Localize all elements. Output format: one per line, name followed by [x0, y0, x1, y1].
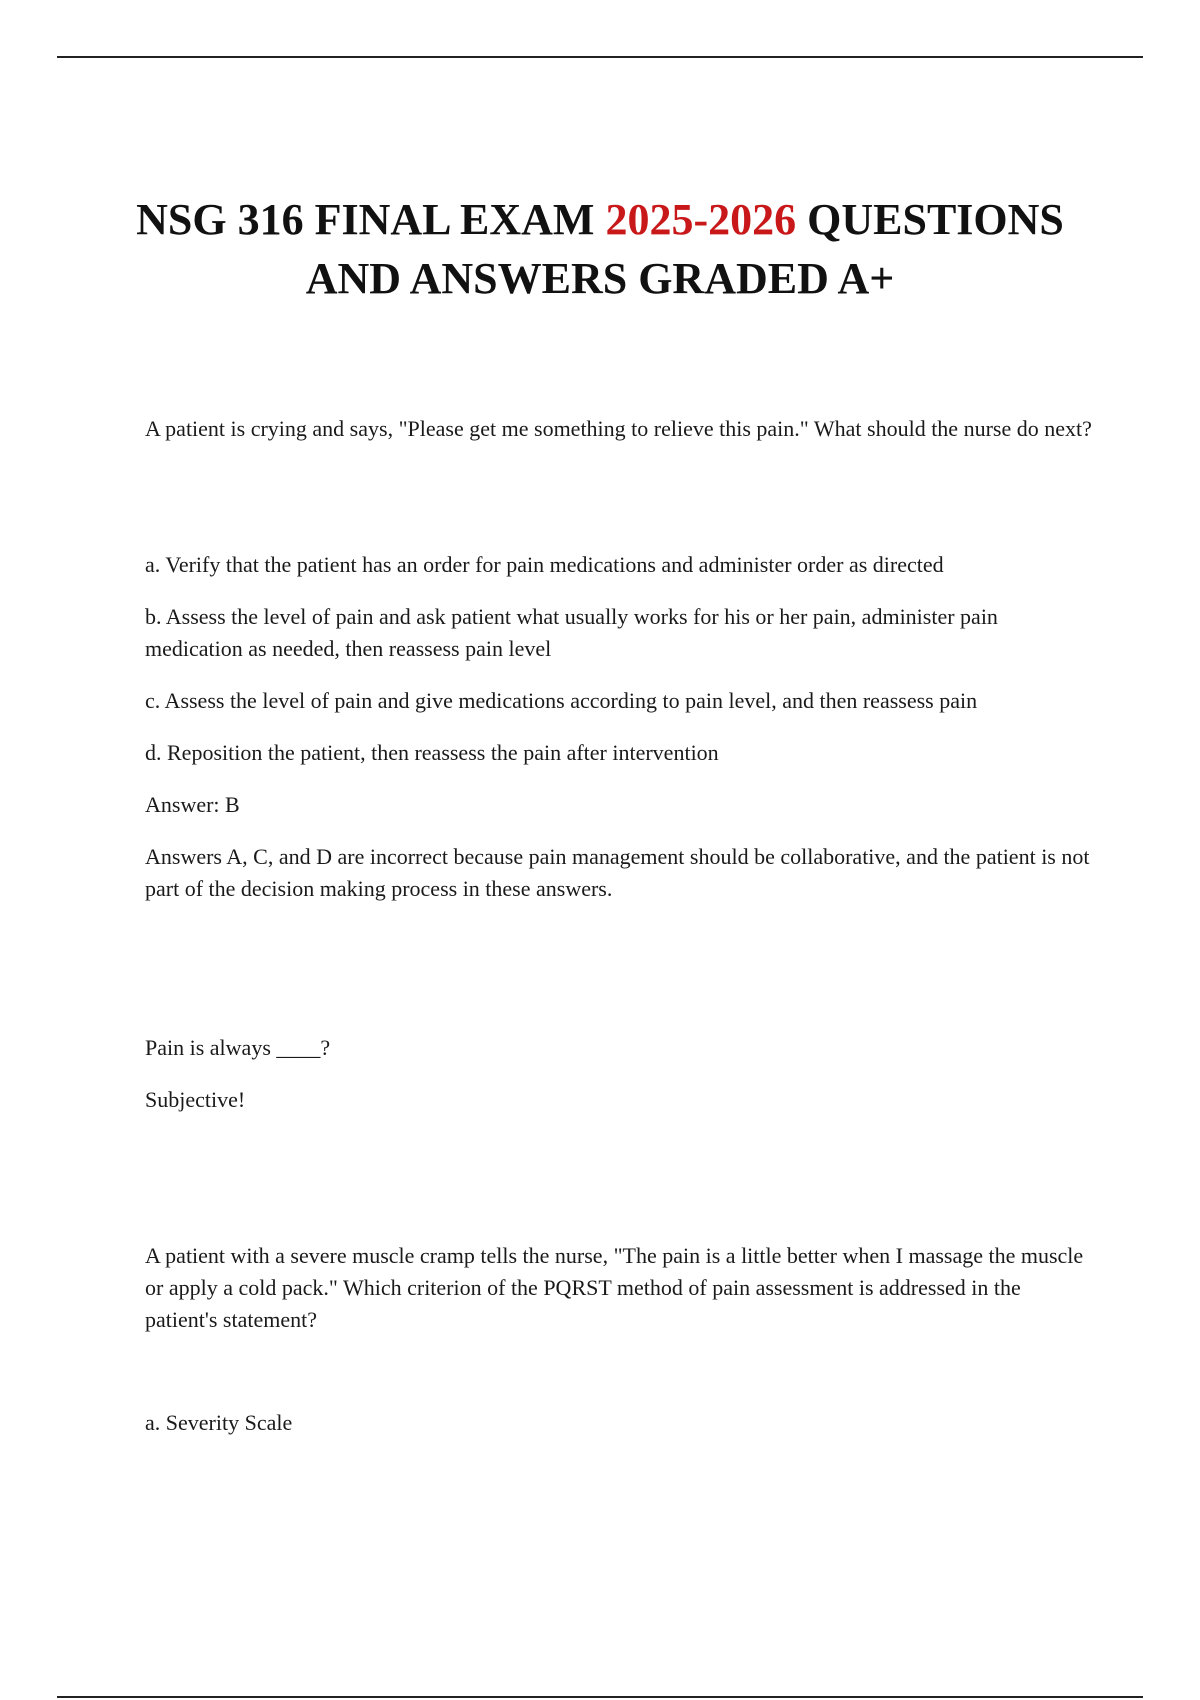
header-rule [57, 56, 1143, 58]
answer-rationale: Answers A, C, and D are incorrect because pain management should be collaborative, and the patient is not part of the decision making process in these answers. [145, 844, 1090, 901]
question-2 [145, 1032, 1095, 1136]
question-3-option-a: a. Severity Scale [145, 1410, 293, 1435]
option-c: c. Assess the level of pain and give medications according to pain level, and then reassess pain [145, 688, 978, 713]
title-year-highlight: 2025-2026 [605, 195, 797, 244]
question-2-answer: Subjective! [145, 1087, 246, 1112]
answer-line: Answer: B [145, 792, 240, 817]
question-2-text: Pain is always ____? [145, 1035, 331, 1060]
option-b: b. Assess the level of pain and ask patient what usually works for his or her pain, administer pain medication as needed, then reassess pain level [145, 604, 998, 661]
question-1-options [145, 549, 1095, 925]
option-d: d. Reposition the patient, then reassess the pain after intervention [145, 740, 719, 765]
footer-rule [57, 1696, 1143, 1698]
title-prefix: NSG 316 FINAL EXAM [136, 195, 606, 244]
question-3-text: A patient with a severe muscle cramp tells the nurse, "The pain is a little better when I massage the muscle or apply a cold pack." Which criterion of the PQRST method of pain assessment is addressed in the patient's statement? [145, 1243, 1084, 1332]
document-title [100, 190, 1100, 308]
question-3 [145, 1240, 1095, 1336]
question-3-options [145, 1407, 1095, 1439]
question-1 [145, 413, 1095, 445]
option-a: a. Verify that the patient has an order for pain medications and administer order as directed [145, 552, 944, 577]
question-1-text: A patient is crying and says, "Please get me something to relieve this pain." What should the nurse do next? [145, 416, 1092, 441]
title-suffix: QUESTIONS AND ANSWERS GRADED A+ [305, 195, 1064, 303]
